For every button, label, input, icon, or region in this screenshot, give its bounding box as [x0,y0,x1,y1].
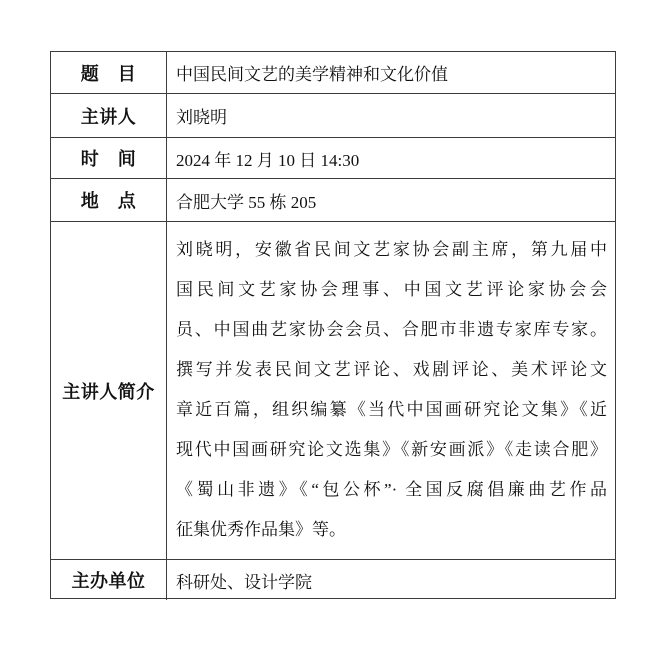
title-label-cell: 题 目 [51,52,167,93]
title-value-cell: 中国民间文艺的美学精神和文化价值 [176,65,448,84]
speaker-value-cell: 刘晓明 [167,93,615,137]
bio-line: 《蜀山非遗》《“包公杯”· 全国反腐倡廉曲艺作品 [176,480,607,499]
bio-label-cell: 主讲人简介 [51,221,167,559]
organizer-label-cell: 主办单位 [51,559,167,600]
location-label-cell: 地 点 [51,178,167,221]
bio-line: 员、中国曲艺家协会会员、合肥市非遗专家库专家。 [176,320,607,339]
bio-line: 征集优秀作品集》等。 [176,520,346,539]
location-value-cell: 合肥大学 55 栋 205 [167,178,615,221]
bio-line: 现代中国画研究论文选集》《新安画派》《走读合肥》 [176,440,607,459]
time-label-cell: 时 间 [51,137,167,178]
organizer-value-cell: 科研处、设计学院 [167,559,615,600]
lecture-info-table [50,51,616,599]
speaker-label-cell: 主讲人 [51,93,167,137]
time-value-cell: 2024 年 12 月 10 日 14:30 [167,137,615,178]
bio-line: 国民间文艺家协会理事、中国文艺评论家协会会 [176,280,607,299]
bio-line: 撰写并发表民间文艺评论、戏剧评论、美术评论文 [176,360,607,379]
bio-line: 章近百篇，组织编纂《当代中国画研究论文集》《近 [176,400,607,419]
bio-line: 刘晓明，安徽省民间文艺家协会副主席，第九届中 [176,240,607,259]
bio-value-cell [167,221,615,559]
